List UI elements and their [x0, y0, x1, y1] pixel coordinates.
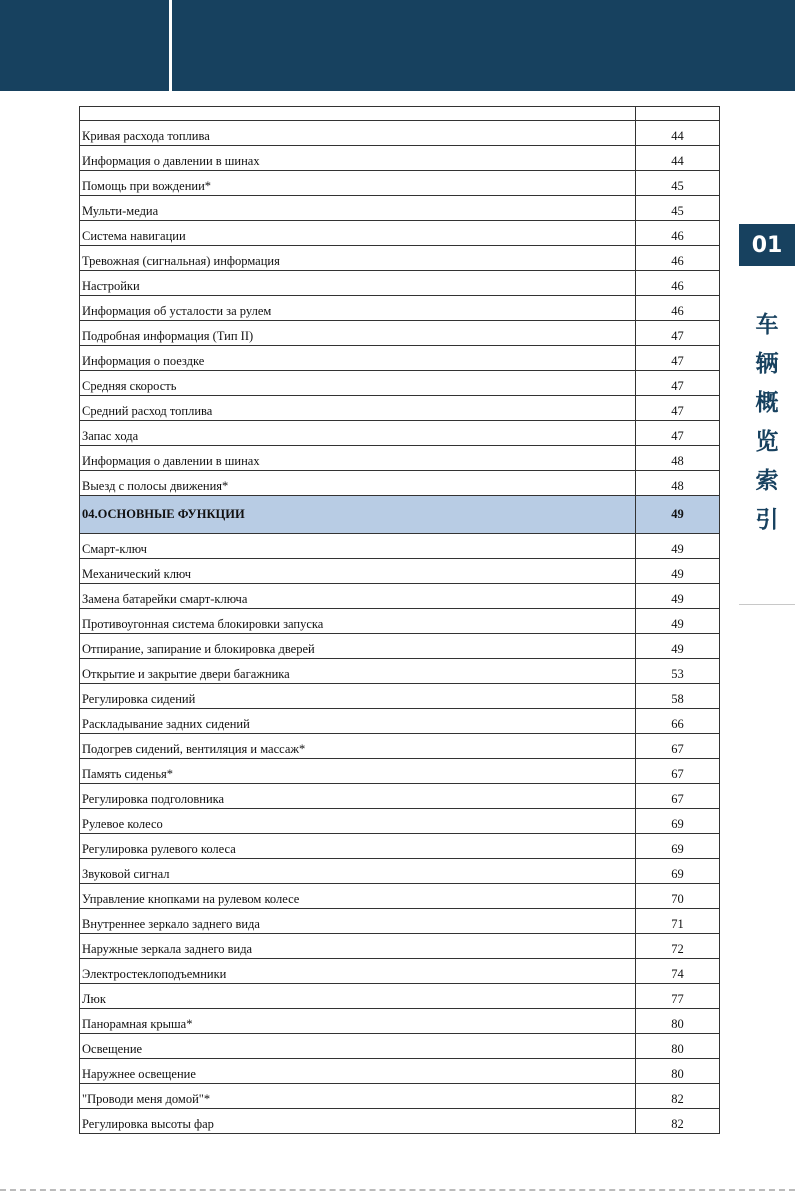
- toc-title: Механический ключ: [80, 559, 636, 584]
- toc-row[interactable]: [80, 1009, 720, 1034]
- toc-title: Освещение: [80, 1034, 636, 1059]
- toc-row[interactable]: [80, 171, 720, 196]
- toc-page-number: 69: [636, 834, 720, 859]
- toc-row[interactable]: [80, 684, 720, 709]
- toc-page-number: 47: [636, 371, 720, 396]
- chapter-tab[interactable]: [739, 224, 795, 266]
- toc-page-number: 45: [636, 171, 720, 196]
- toc-title: Кривая расхода топлива: [80, 121, 636, 146]
- toc-row[interactable]: [80, 584, 720, 609]
- toc-row[interactable]: [80, 634, 720, 659]
- toc-table: [79, 106, 720, 1134]
- toc-row[interactable]: [80, 221, 720, 246]
- toc-row[interactable]: [80, 609, 720, 634]
- side-divider: [739, 604, 795, 605]
- toc-title: Мульти-медиа: [80, 196, 636, 221]
- toc-row[interactable]: [80, 659, 720, 684]
- footer-dashed-line: [0, 1189, 795, 1191]
- toc-page-number: 46: [636, 296, 720, 321]
- toc-page-number: 44: [636, 121, 720, 146]
- chapter-char: 概: [755, 390, 779, 416]
- toc-page-number: 48: [636, 471, 720, 496]
- toc-title: Рулевое колесо: [80, 809, 636, 834]
- toc-row[interactable]: [80, 1034, 720, 1059]
- toc-title: Электростеклоподъемники: [80, 959, 636, 984]
- toc-title: Регулировка высоты фар: [80, 1109, 636, 1134]
- toc-title: Звуковой сигнал: [80, 859, 636, 884]
- toc-page-number: 49: [636, 634, 720, 659]
- toc-title: Информация о давлении в шинах: [80, 446, 636, 471]
- toc-page-number: 80: [636, 1034, 720, 1059]
- toc-row[interactable]: [80, 346, 720, 371]
- toc-row[interactable]: [80, 934, 720, 959]
- toc-row[interactable]: [80, 121, 720, 146]
- toc-title: Панорамная крыша*: [80, 1009, 636, 1034]
- toc-row[interactable]: [80, 446, 720, 471]
- toc-page-number: 47: [636, 396, 720, 421]
- toc-page-number: 49: [636, 534, 720, 559]
- toc-row[interactable]: [80, 859, 720, 884]
- toc-row[interactable]: [80, 371, 720, 396]
- toc-row[interactable]: [80, 834, 720, 859]
- toc-title: Информация о поездке: [80, 346, 636, 371]
- toc-page-number: 71: [636, 909, 720, 934]
- toc-title: Раскладывание задних сидений: [80, 709, 636, 734]
- toc-title: Система навигации: [80, 221, 636, 246]
- toc-title: "Проводи меня домой"*: [80, 1084, 636, 1109]
- toc-row[interactable]: [80, 534, 720, 559]
- toc-title: [80, 107, 636, 121]
- toc-page-number: 69: [636, 859, 720, 884]
- chapter-char: 车: [755, 312, 779, 338]
- toc-page-number: 46: [636, 246, 720, 271]
- toc-title: Подробная информация (Тип II): [80, 321, 636, 346]
- toc-title: Наружнее освещение: [80, 1059, 636, 1084]
- toc-title: Помощь при вождении*: [80, 171, 636, 196]
- toc-title: Память сиденья*: [80, 759, 636, 784]
- toc-page-number: [636, 107, 720, 121]
- toc-page-number: 49: [636, 496, 720, 534]
- toc-row[interactable]: [80, 959, 720, 984]
- header-bar: [0, 0, 795, 91]
- toc-page-number: 72: [636, 934, 720, 959]
- toc-page-number: 47: [636, 346, 720, 371]
- toc-section-row[interactable]: [80, 496, 720, 534]
- toc-page-number: 49: [636, 609, 720, 634]
- toc-row[interactable]: [80, 559, 720, 584]
- toc-row[interactable]: [80, 296, 720, 321]
- toc-row[interactable]: [80, 321, 720, 346]
- toc-row[interactable]: [80, 784, 720, 809]
- toc-page-number: 66: [636, 709, 720, 734]
- toc-title: Регулировка подголовника: [80, 784, 636, 809]
- toc-page-number: 48: [636, 446, 720, 471]
- toc-row[interactable]: [80, 196, 720, 221]
- toc-row[interactable]: [80, 984, 720, 1009]
- chapter-title-vertical: [739, 306, 795, 540]
- toc-title: Открытие и закрытие двери багажника: [80, 659, 636, 684]
- toc-title: Противоугонная система блокировки запуска: [80, 609, 636, 634]
- toc-page-number: 49: [636, 559, 720, 584]
- toc-row[interactable]: [80, 246, 720, 271]
- toc-page-number: 53: [636, 659, 720, 684]
- toc-row[interactable]: [80, 146, 720, 171]
- toc-page-number: 47: [636, 421, 720, 446]
- toc-title: Тревожная (сигнальная) информация: [80, 246, 636, 271]
- toc-title: Наружные зеркала заднего вида: [80, 934, 636, 959]
- toc-row[interactable]: [80, 471, 720, 496]
- toc-title: Средняя скорость: [80, 371, 636, 396]
- toc-page-number: 58: [636, 684, 720, 709]
- toc-row[interactable]: [80, 909, 720, 934]
- toc-row[interactable]: [80, 421, 720, 446]
- toc-page-number: 77: [636, 984, 720, 1009]
- toc-title: Информация об усталости за рулем: [80, 296, 636, 321]
- chapter-char: 引: [755, 507, 779, 533]
- toc-title: Отпирание, запирание и блокировка дверей: [80, 634, 636, 659]
- toc-page-number: 82: [636, 1084, 720, 1109]
- toc-page-number: 82: [636, 1109, 720, 1134]
- toc-page-number: 45: [636, 196, 720, 221]
- toc-title: Смарт-ключ: [80, 534, 636, 559]
- toc-page-number: 49: [636, 584, 720, 609]
- toc-title: 04.ОСНОВНЫЕ ФУНКЦИИ: [80, 496, 636, 534]
- toc-title: Регулировка рулевого колеса: [80, 834, 636, 859]
- toc-row[interactable]: [80, 271, 720, 296]
- toc-row[interactable]: [80, 809, 720, 834]
- toc-page-number: 74: [636, 959, 720, 984]
- toc-title: Внутреннее зеркало заднего вида: [80, 909, 636, 934]
- toc-page-number: 67: [636, 734, 720, 759]
- toc-row[interactable]: [80, 1084, 720, 1109]
- toc-row[interactable]: [80, 734, 720, 759]
- toc-title: Средний расход топлива: [80, 396, 636, 421]
- toc-title: Подогрев сидений, вентиляция и массаж*: [80, 734, 636, 759]
- toc-title: Замена батарейки смарт-ключа: [80, 584, 636, 609]
- chapter-char: 览: [755, 429, 779, 455]
- toc-title: Регулировка сидений: [80, 684, 636, 709]
- toc-page-number: 69: [636, 809, 720, 834]
- toc-title: Запас хода: [80, 421, 636, 446]
- toc-title: Люк: [80, 984, 636, 1009]
- header-divider: [169, 0, 172, 91]
- toc-row[interactable]: [80, 709, 720, 734]
- toc-page-number: 70: [636, 884, 720, 909]
- toc-page-number: 44: [636, 146, 720, 171]
- chapter-number: 01: [751, 232, 783, 258]
- toc-title: Выезд с полосы движения*: [80, 471, 636, 496]
- toc-row[interactable]: [80, 107, 720, 121]
- toc-title: Настройки: [80, 271, 636, 296]
- toc-page-number: 46: [636, 221, 720, 246]
- toc-title: Информация о давлении в шинах: [80, 146, 636, 171]
- toc-page-number: 67: [636, 784, 720, 809]
- toc-title: Управление кнопками на рулевом колесе: [80, 884, 636, 909]
- toc-page-number: 67: [636, 759, 720, 784]
- toc-row[interactable]: [80, 884, 720, 909]
- toc-row[interactable]: [80, 396, 720, 421]
- toc-page-number: 80: [636, 1009, 720, 1034]
- chapter-char: 索: [755, 468, 779, 494]
- toc-row[interactable]: [80, 1109, 720, 1134]
- toc-page-number: 46: [636, 271, 720, 296]
- toc-row[interactable]: [80, 759, 720, 784]
- chapter-char: 辆: [755, 351, 779, 377]
- toc-page-number: 47: [636, 321, 720, 346]
- toc-row[interactable]: [80, 1059, 720, 1084]
- toc-body: [80, 107, 720, 1134]
- toc-page-number: 80: [636, 1059, 720, 1084]
